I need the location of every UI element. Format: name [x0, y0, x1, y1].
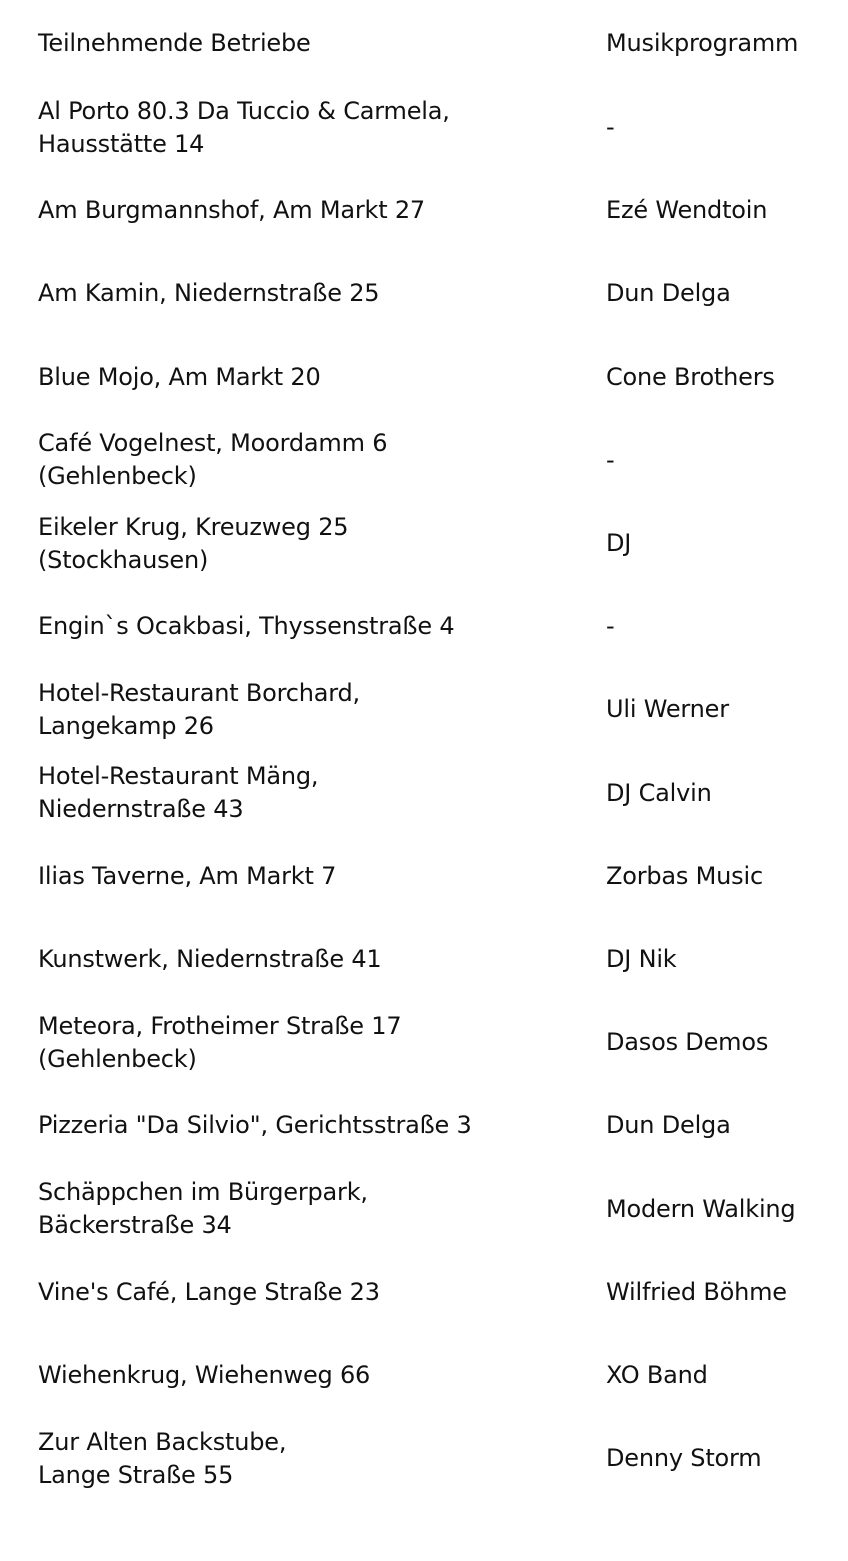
music-cell: Dun Delga: [606, 1111, 731, 1140]
venue-music-table: [38, 0, 828, 1500]
venue-line: Meteora, Frotheimer Straße 17: [38, 1011, 402, 1040]
music-cell: DJ Nik: [606, 944, 677, 973]
venue-line: Vine's Café, Lange Straße 23: [38, 1277, 380, 1306]
music-cell: Ezé Wendtoin: [606, 196, 768, 225]
venue-cell: [38, 427, 606, 493]
music-cell: -: [606, 113, 615, 142]
table-row: [38, 169, 828, 252]
venue-line: Blue Mojo, Am Markt 20: [38, 362, 321, 391]
music-cell: Zorbas Music: [606, 861, 763, 890]
music-cell: -: [606, 612, 615, 641]
table-row: [38, 1167, 828, 1250]
table-header-row: [38, 0, 828, 86]
table-row: [38, 1251, 828, 1334]
table-row: [38, 835, 828, 918]
music-cell: -: [606, 445, 615, 474]
table-row: [38, 668, 828, 751]
table-row: [38, 252, 828, 335]
table-body: [38, 86, 828, 1500]
venue-line: Hausstätte 14: [38, 129, 205, 158]
venue-line: Am Burgmannshof, Am Markt 27: [38, 196, 425, 225]
venue-line: Al Porto 80.3 Da Tuccio & Carmela,: [38, 96, 450, 125]
music-cell: DJ: [606, 529, 632, 558]
venue-cell: [38, 610, 606, 643]
music-cell: XO Band: [606, 1360, 708, 1389]
venue-line: (Stockhausen): [38, 545, 209, 574]
venue-cell: [38, 277, 606, 310]
venue-cell: [38, 860, 606, 893]
table-row: [38, 86, 828, 169]
venue-line: Zur Alten Backstube,: [38, 1427, 287, 1456]
venue-line: Hotel-Restaurant Mäng,: [38, 762, 319, 791]
venue-cell: [38, 1426, 606, 1492]
venue-line: Café Vogelnest, Moordamm 6: [38, 429, 388, 458]
music-cell: Uli Werner: [606, 695, 729, 724]
music-cell: Denny Storm: [606, 1444, 762, 1473]
table-row: [38, 752, 828, 835]
venue-line: Am Kamin, Niedernstraße 25: [38, 279, 380, 308]
table-row: [38, 585, 828, 668]
venue-cell: [38, 1276, 606, 1309]
venue-line: Bäckerstraße 34: [38, 1211, 232, 1240]
venue-cell: [38, 95, 606, 161]
music-cell: Dun Delga: [606, 279, 731, 308]
music-cell: Wilfried Böhme: [606, 1277, 787, 1306]
venue-line: Niedernstraße 43: [38, 795, 244, 824]
venue-line: Lange Straße 55: [38, 1460, 234, 1489]
venue-cell: [38, 1109, 606, 1142]
table-row: [38, 336, 828, 419]
venue-line: Engin`s Ocakbasi, Thyssenstraße 4: [38, 612, 455, 641]
venue-cell: [38, 1359, 606, 1392]
venue-cell: [38, 1176, 606, 1242]
venue-line: Wiehenkrug, Wiehenweg 66: [38, 1360, 371, 1389]
music-cell: Modern Walking: [606, 1194, 796, 1223]
venue-line: Hotel-Restaurant Borchard,: [38, 678, 360, 707]
table-row: [38, 1417, 828, 1500]
venue-line: (Gehlenbeck): [38, 1044, 197, 1073]
venue-line: Eikeler Krug, Kreuzweg 25: [38, 512, 349, 541]
table-row: [38, 419, 828, 502]
table-row: [38, 1084, 828, 1167]
venue-line: Langekamp 26: [38, 711, 214, 740]
venue-cell: [38, 943, 606, 976]
venue-line: Schäppchen im Bürgerpark,: [38, 1178, 368, 1207]
venue-cell: [38, 760, 606, 826]
venue-line: (Gehlenbeck): [38, 462, 197, 491]
table-row: [38, 918, 828, 1001]
venue-line: Kunstwerk, Niedernstraße 41: [38, 944, 382, 973]
venue-cell: [38, 194, 606, 227]
music-cell: DJ Calvin: [606, 778, 712, 807]
table-row: [38, 502, 828, 585]
header-venues: Teilnehmende Betriebe: [38, 28, 311, 57]
table-row: [38, 1334, 828, 1417]
venue-line: Pizzeria "Da Silvio", Gerichtsstraße 3: [38, 1111, 472, 1140]
venue-cell: [38, 361, 606, 394]
music-cell: Cone Brothers: [606, 362, 775, 391]
venue-line: Ilias Taverne, Am Markt 7: [38, 861, 337, 890]
venue-cell: [38, 1010, 606, 1076]
table-row: [38, 1001, 828, 1084]
music-cell: Dasos Demos: [606, 1028, 769, 1057]
venue-cell: [38, 677, 606, 743]
header-music: Musikprogramm: [606, 28, 799, 57]
venue-cell: [38, 511, 606, 577]
